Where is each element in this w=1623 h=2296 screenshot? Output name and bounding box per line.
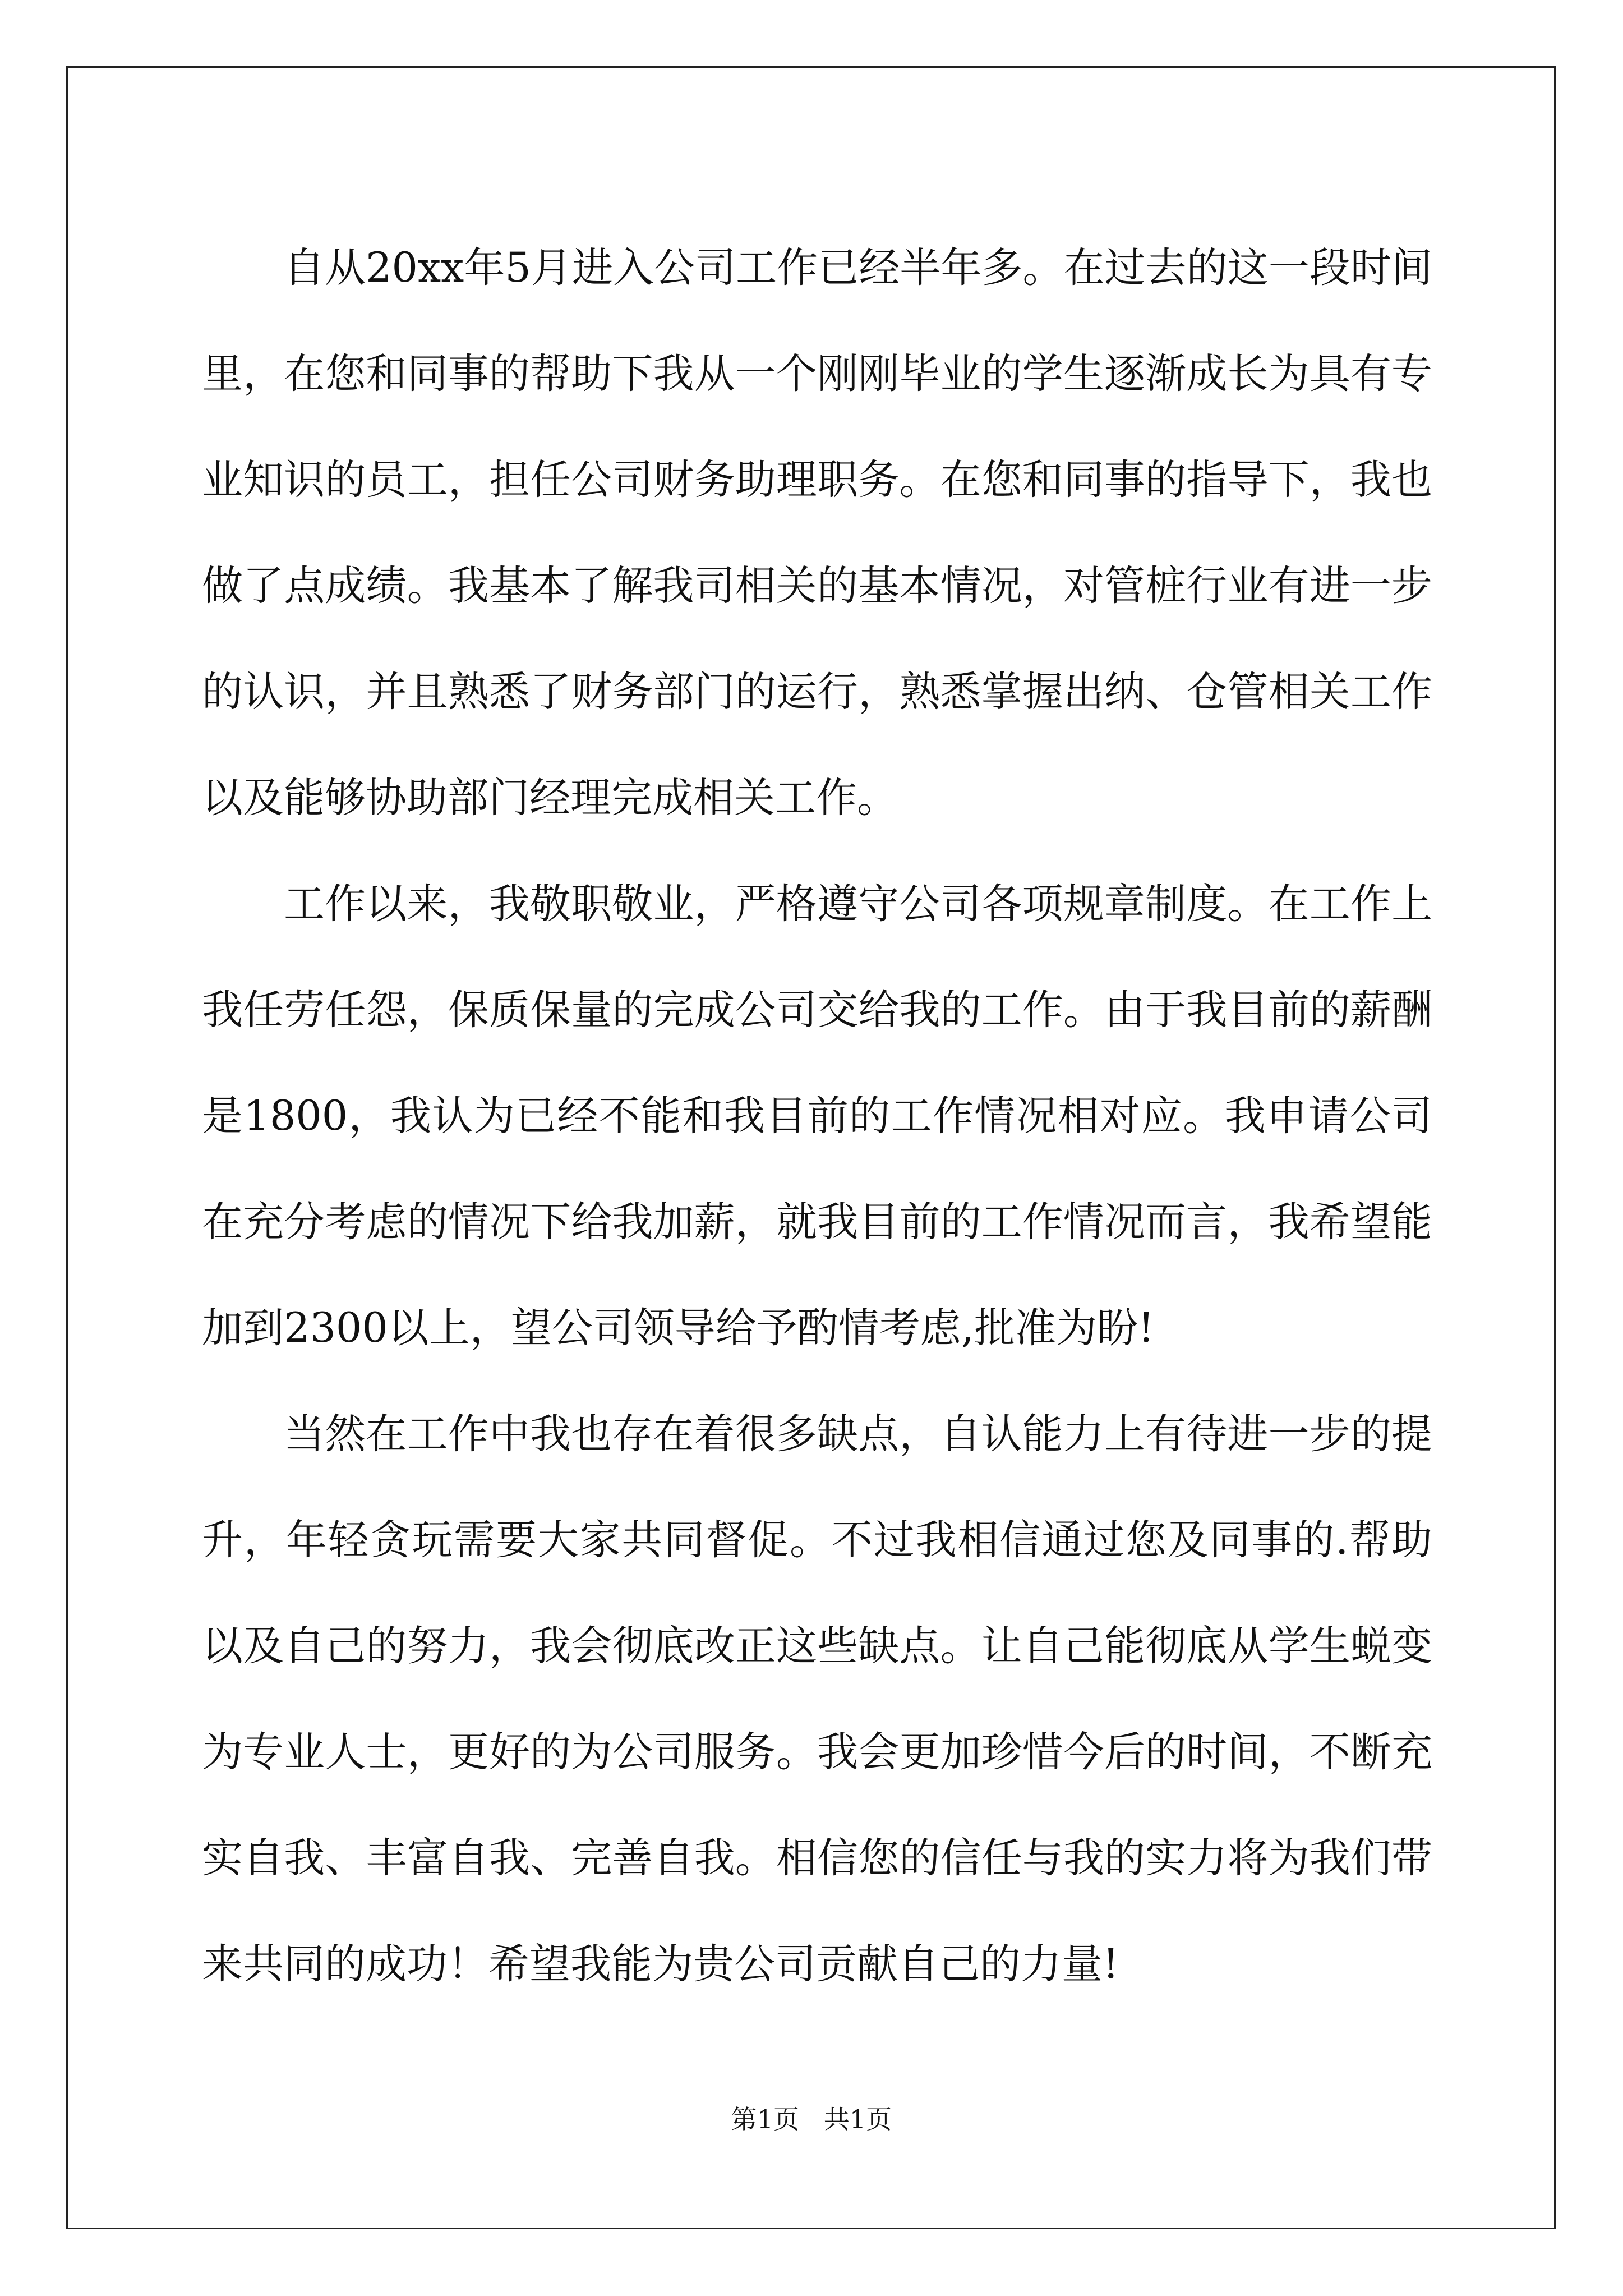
paragraph-1: 自从20xx年5月进入公司工作已经半年多。在过去的这一段时间里，在您和同事的帮助下我从一个刚刚毕业的学生逐渐成长为具有专业知识的员工，担任公司财务助理职务。在您和同事的指导下，我也做了点成绩。我基本了解我司相关的基本情况，对管桩行业有进一步的认识，并且熟悉了财务部门的运行，熟悉掌握出纳、仓管相关工作以及能够协助部门经理完成相关工作。 bbox=[202, 244, 1432, 822]
paragraph-3: 当然在工作中我也存在着很多缺点，自认能力上有待进一步的提升，年轻贪玩需要大家共同督促。不过我相信通过您及同事的.帮助以及自己的努力，我会彻底改正这些缺点。让自己能彻底从学生蜕变为专业人士，更好的为公司服务。我会更加珍惜今后的时间，不断充实自我、丰富自我、完善自我。相信您的信任与我的实力将为我们带来共同的成功！希望我能为贵公司贡献自己的力量! bbox=[202, 1410, 1432, 1988]
paragraph-2: 工作以来，我敬职敬业，严格遵守公司各项规章制度。在工作上我任劳任怨，保质保量的完成公司交给我的工作。由于我目前的薪酬是1800，我认为已经不能和我目前的工作情况相对应。我申请公司在充分考虑的情况下给我加薪，就我目前的工作情况而言，我希望能加到2300以上，望公司领导给予酌情考虑,批准为盼! bbox=[202, 880, 1432, 1352]
document-body bbox=[202, 215, 1432, 2017]
page-footer: 第1页 共1页 bbox=[731, 2104, 892, 2134]
